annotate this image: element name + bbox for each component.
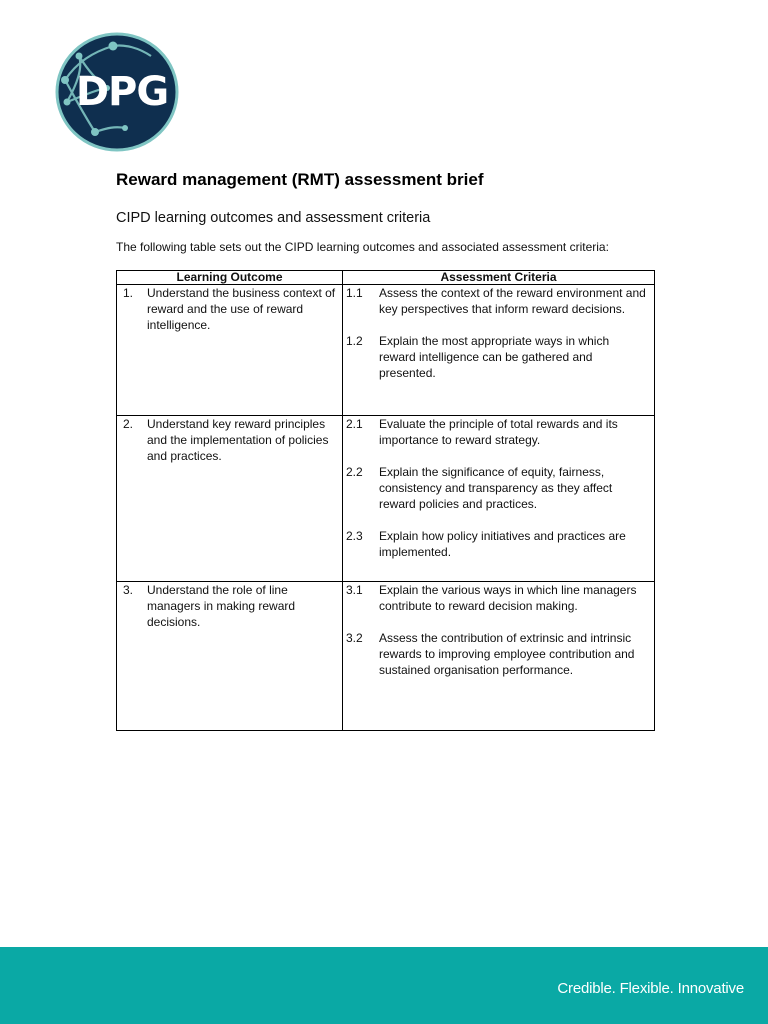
criterion-text: Explain the most appropriate ways in which reward intelligence can be gathered and presented. (379, 334, 610, 380)
criterion (346, 333, 646, 381)
criterion-text: Explain how policy initiatives and practices are implemented. (379, 529, 626, 559)
header-learning-outcome: Learning Outcome (117, 271, 343, 285)
criterion (346, 528, 646, 560)
criterion-text: Explain the significance of equity, fairness, consistency and transparency as they affect reward policies and practices. (379, 465, 613, 511)
footer-tagline: Credible. Flexible. Innovative (557, 980, 744, 997)
document-subtitle: CIPD learning outcomes and assessment criteria (116, 210, 431, 226)
criterion-text: Assess the context of the reward environment and key perspectives that inform reward decisions. (379, 286, 646, 316)
outcome-number: 1. (123, 286, 134, 300)
outcome-text: Understand the business context of reward and the use of reward intelligence. (147, 286, 336, 332)
criterion-number: 2.1 (346, 417, 363, 431)
header-assessment-criteria: Assessment Criteria (343, 271, 655, 285)
criterion (346, 416, 646, 448)
assessment-criteria-cell (343, 285, 655, 416)
outcome-text: Understand the role of line managers in making reward decisions. (147, 583, 296, 629)
criterion-number: 2.3 (346, 529, 363, 543)
criterion-number: 2.2 (346, 465, 363, 479)
logo-wordmark: DPG (75, 69, 169, 115)
criterion-text: Explain the various ways in which line managers contribute to reward decision making. (379, 583, 637, 613)
dpg-logo (55, 32, 179, 152)
criterion-text: Assess the contribution of extrinsic and intrinsic rewards to improving employee contribution and sustained organisation performance. (379, 631, 635, 677)
footer-band (0, 947, 768, 1024)
learning-outcome-cell (117, 582, 343, 731)
criterion-text: Evaluate the principle of total rewards and its importance to reward strategy. (379, 417, 618, 447)
outcome-number: 2. (123, 417, 134, 431)
outcome-number: 3. (123, 583, 134, 597)
intro-paragraph: The following table sets out the CIPD learning outcomes and associated assessment criteria: (116, 240, 609, 254)
table-row (117, 582, 655, 731)
assessment-criteria-cell (343, 582, 655, 731)
learning-outcome-cell (117, 285, 343, 416)
table-header-row (117, 271, 655, 285)
criterion (346, 582, 646, 614)
outcomes-criteria-table (116, 270, 655, 731)
criterion-number: 3.1 (346, 583, 363, 597)
outcome-text: Understand key reward principles and the implementation of policies and practices. (147, 417, 329, 463)
assessment-criteria-cell (343, 416, 655, 582)
document-title: Reward management (RMT) assessment brief (116, 170, 484, 189)
criterion-number: 3.2 (346, 631, 363, 645)
criterion-number: 1.1 (346, 286, 363, 300)
criterion (346, 285, 646, 317)
criterion (346, 464, 646, 512)
table-row (117, 416, 655, 582)
learning-outcome-cell (117, 416, 343, 582)
table-row (117, 285, 655, 416)
criterion-number: 1.2 (346, 334, 363, 348)
criterion (346, 630, 646, 678)
